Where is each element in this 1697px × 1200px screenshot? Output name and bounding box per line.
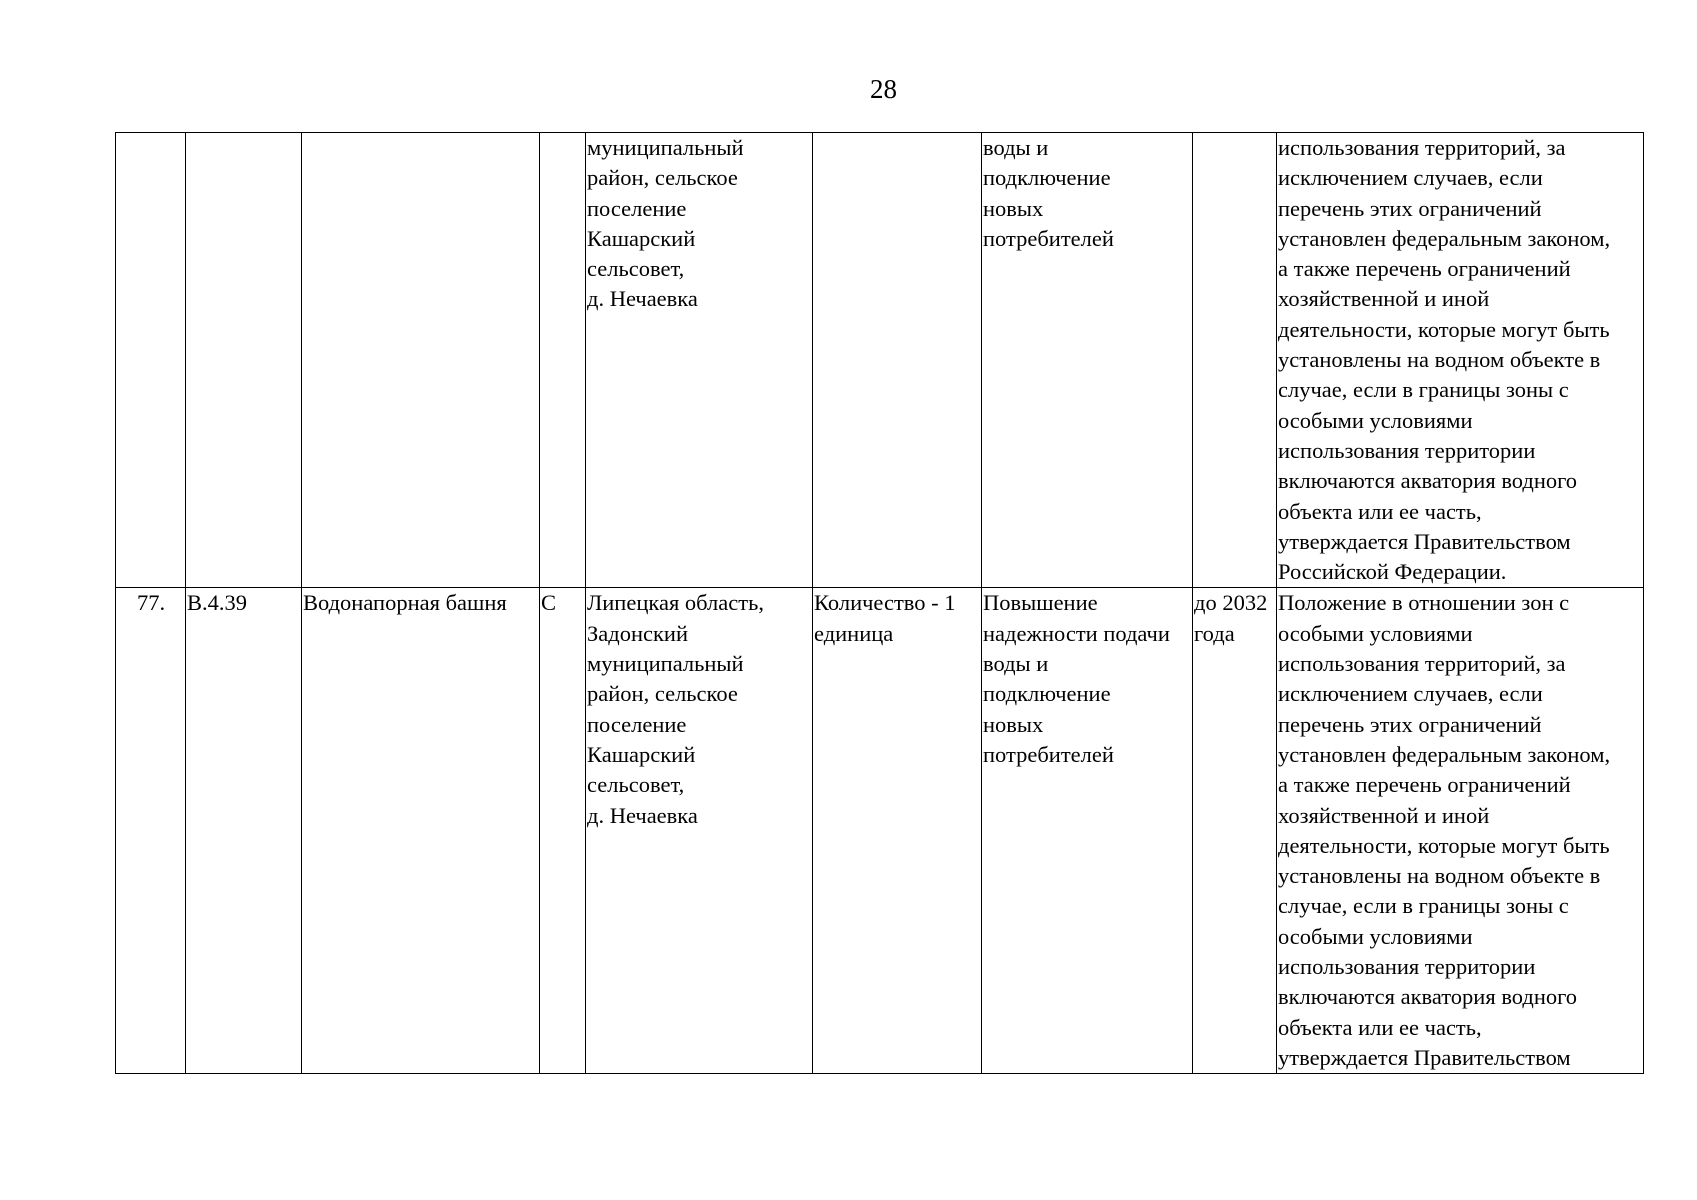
row-number-cell: 77. <box>116 588 186 1074</box>
object-restrictions-cell: использования территорий, за исключением случаев, если перечень этих ограничений установлен федеральным законом, а также перечень ограничений хозяйственной и иной деятельности, которые могут быть установлены на водном объекте в случае, если в границы зоны с особыми условиями использования территории включаются акватория водного объекта или ее часть, утверждается Правительством Российской Федерации. <box>1277 133 1644 588</box>
object-deadline-cell: до 2032 года <box>1193 588 1277 1074</box>
object-name-cell <box>302 133 540 588</box>
table-row <box>116 588 1644 1074</box>
object-location-cell: муниципальный район, сельское поселение Кашарский сельсовет, д. Нечаевка <box>586 133 813 588</box>
object-purpose-cell: Повышение надежности подачи воды и подключение новых потребителей <box>982 588 1193 1074</box>
object-location-cell: Липецкая область, Задонский муниципальный район, сельское поселение Кашарский сельсовет, д. Нечаевка <box>586 588 813 1074</box>
object-status-cell <box>540 133 586 588</box>
object-characteristics-cell: Количество - 1 единица <box>813 588 982 1074</box>
object-restrictions-cell: Положение в отношении зон с особыми условиями использования территорий, за исключением случаев, если перечень этих ограничений установлен федеральным законом, а также перечень ограничений хозяйственной и иной деятельности, которые могут быть установлены на водном объекте в случае, если в границы зоны с особыми условиями использования территории включаются акватория водного объекта или ее часть, утверждается Правительством <box>1277 588 1644 1074</box>
page-number: 28 <box>870 74 897 104</box>
row-number-cell <box>116 133 186 588</box>
object-purpose-cell: воды и подключение новых потребителей <box>982 133 1193 588</box>
object-deadline-cell <box>1193 133 1277 588</box>
table-row <box>116 133 1644 588</box>
object-code-cell <box>186 133 302 588</box>
objects-table <box>115 132 1644 1074</box>
object-name-cell: Водонапорная башня <box>302 588 540 1074</box>
object-code-cell: В.4.39 <box>186 588 302 1074</box>
object-status-cell: С <box>540 588 586 1074</box>
object-characteristics-cell <box>813 133 982 588</box>
